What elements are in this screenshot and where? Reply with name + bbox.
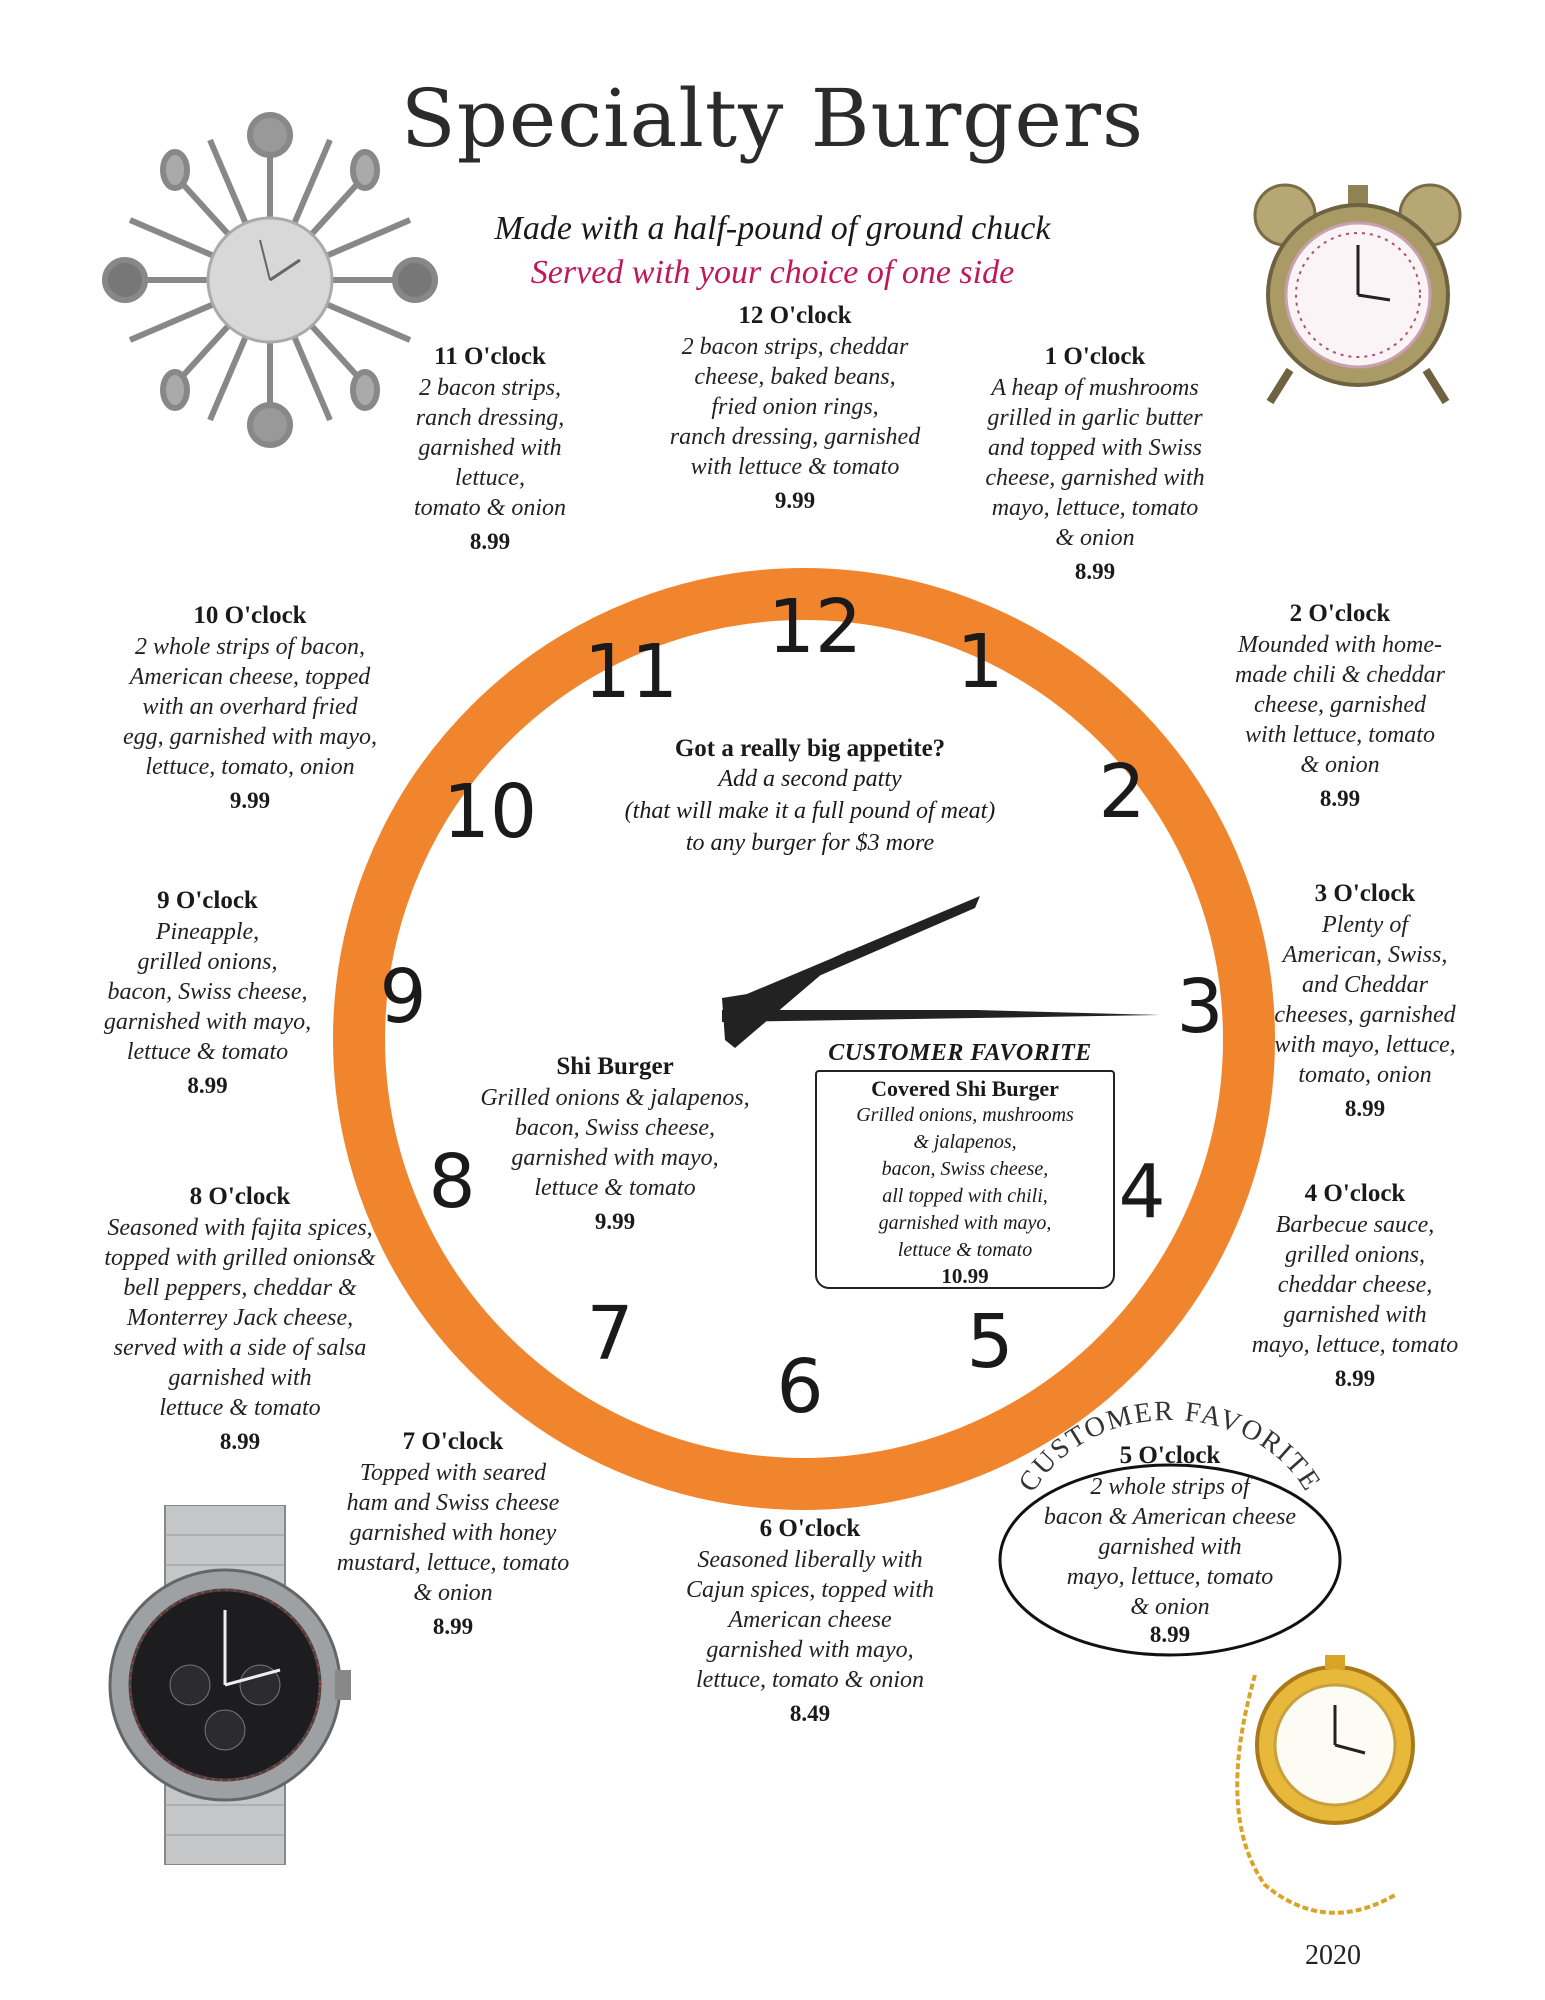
item-name: 2 O'clock <box>1289 600 1391 627</box>
item-name: 6 O'clock <box>759 1515 861 1542</box>
menu-item-9-oclock <box>75 887 340 1099</box>
item-description: Pineapple, grilled onions, bacon, Swiss cheese, garnished with mayo, lettuce & tomato <box>103 919 312 1065</box>
menu-item-11-oclock <box>370 343 610 555</box>
clock-number-3: 3 <box>1176 964 1224 1050</box>
page-title: Specialty Burgers <box>400 72 1145 165</box>
item-description: 2 bacon strips, ranch dressing, garnished with lettuce, tomato & onion <box>413 375 566 521</box>
clock-number-2: 2 <box>1098 749 1146 835</box>
item-price: 8.99 <box>432 1614 474 1639</box>
clock-number-4: 4 <box>1118 1149 1166 1235</box>
clock-number-12: 12 <box>767 584 863 670</box>
item-name: Shi Burger <box>556 1053 674 1080</box>
item-description: 2 bacon strips, cheddar cheese, baked beans, fried onion rings, ranch dressing, garnished with lettuce & tomato <box>669 334 921 480</box>
menu-item-2-oclock <box>1200 600 1480 812</box>
clock-number-11: 11 <box>583 629 679 715</box>
clock-second-hand <box>722 1010 1160 1022</box>
item-description: Grilled onions, mushrooms & jalapenos, bacon, Swiss cheese, all topped with chili, garnished with mayo, lettuce & tomato <box>856 1104 1074 1261</box>
big-appetite-line-2: (that will make it a full pound of meat) <box>624 798 996 824</box>
item-price: 8.99 <box>1319 786 1361 811</box>
big-appetite-question: Got a really big appetite? <box>674 735 946 762</box>
item-name: 7 O'clock <box>402 1428 504 1455</box>
clock-number-8: 8 <box>428 1139 476 1225</box>
menu-item-1-oclock <box>950 343 1240 585</box>
item-price: 8.99 <box>1344 1096 1386 1121</box>
big-appetite-line-3: to any burger for $3 more <box>685 830 935 856</box>
clock-number-5: 5 <box>966 1299 1014 1385</box>
menu-item-8-oclock <box>70 1183 410 1455</box>
item-price: 8.99 <box>469 529 511 554</box>
item-price: 8.99 <box>1149 1622 1191 1647</box>
five-oclock-badge: CUSTOMER FAVORITE <box>1012 1395 1328 1498</box>
clock-number-1: 1 <box>956 619 1004 705</box>
item-price: 9.99 <box>594 1209 636 1234</box>
item-description: 2 whole strips of bacon & American cheese garnished with mayo, lettuce, tomato & onion <box>1043 1474 1297 1620</box>
menu-item-shi-burger <box>455 1053 775 1235</box>
item-description: A heap of mushrooms grilled in garlic butter and topped with Swiss cheese, garnished with mayo, lettuce, tomato & onion <box>985 375 1205 551</box>
subtitle-choice-of-side: Served with your choice of one side <box>530 254 1015 291</box>
item-price: 8.99 <box>187 1073 228 1098</box>
item-description: Plenty of American, Swiss, and Cheddar cheeses, garnished with mayo, lettuce, tomato, onion <box>1274 912 1456 1088</box>
menu-item-7-oclock <box>308 1428 598 1640</box>
item-name: 8 O'clock <box>189 1183 291 1210</box>
clock-number-6: 6 <box>776 1344 824 1430</box>
clock-number-7: 7 <box>586 1291 634 1377</box>
menu-item-covered-shi-burger <box>815 1070 1115 1289</box>
item-name: Covered Shi Burger <box>871 1076 1059 1101</box>
big-appetite-line-1: Add a second patty <box>718 766 902 792</box>
item-name: 11 O'clock <box>434 343 546 370</box>
item-name: 9 O'clock <box>157 887 258 914</box>
item-description: Grilled onions & jalapenos, bacon, Swiss cheese, garnished with mayo, lettuce & tomato <box>480 1085 750 1201</box>
clock-hour-hand <box>722 950 850 1048</box>
item-price: 9.99 <box>774 488 816 513</box>
subtitle-half-pound: Made with a half-pound of ground chuck <box>494 210 1051 247</box>
item-price: 8.99 <box>219 1429 261 1454</box>
item-name: 12 O'clock <box>738 302 852 329</box>
item-description: Mounded with home- made chili & cheddar cheese, garnished with lettuce, tomato & onion <box>1235 632 1445 778</box>
big-appetite-note <box>560 735 1060 859</box>
item-name: 4 O'clock <box>1304 1180 1406 1207</box>
item-price: 9.99 <box>229 788 271 813</box>
item-description: 2 whole strips of bacon, American cheese, topped with an overhard fried egg, garnished with mayo, lettuce, tomato, onion <box>123 634 377 780</box>
item-description: Barbecue sauce, grilled onions, cheddar cheese, garnished with mayo, lettuce, tomato <box>1251 1212 1459 1358</box>
clock-number-9: 9 <box>379 954 427 1040</box>
clock-number-10: 10 <box>442 769 538 855</box>
item-description: Seasoned liberally with Cajun spices, topped with American cheese garnished with mayo, lettuce, tomato & onion <box>686 1547 934 1693</box>
item-name: 3 O'clock <box>1314 880 1416 907</box>
item-description: Topped with seared ham and Swiss cheese garnished with honey mustard, lettuce, tomato & onion <box>336 1460 570 1606</box>
item-name: 5 O'clock <box>1119 1442 1221 1469</box>
item-description: Seasoned with fajita spices, topped with grilled onions& bell peppers, cheddar & Monterrey Jack cheese, served with a side of salsa garnished with lettuce & tomato <box>104 1215 376 1421</box>
item-price: 10.99 <box>941 1264 989 1288</box>
menu-item-6-oclock <box>650 1515 970 1727</box>
item-name: 10 O'clock <box>193 602 307 629</box>
item-name: 1 O'clock <box>1044 343 1146 370</box>
item-price: 8.49 <box>789 1701 831 1726</box>
covered-shi-badge: CUSTOMER FAVORITE <box>828 1040 1092 1066</box>
menu-item-5-oclock <box>1000 1442 1340 1648</box>
menu-year: 2020 <box>1305 1940 1361 1971</box>
item-price: 8.99 <box>1334 1366 1376 1391</box>
menu-item-3-oclock <box>1245 880 1485 1122</box>
menu-item-12-oclock <box>640 302 950 514</box>
menu-item-4-oclock <box>1215 1180 1495 1392</box>
item-price: 8.99 <box>1074 559 1116 584</box>
menu-item-10-oclock <box>95 602 405 814</box>
